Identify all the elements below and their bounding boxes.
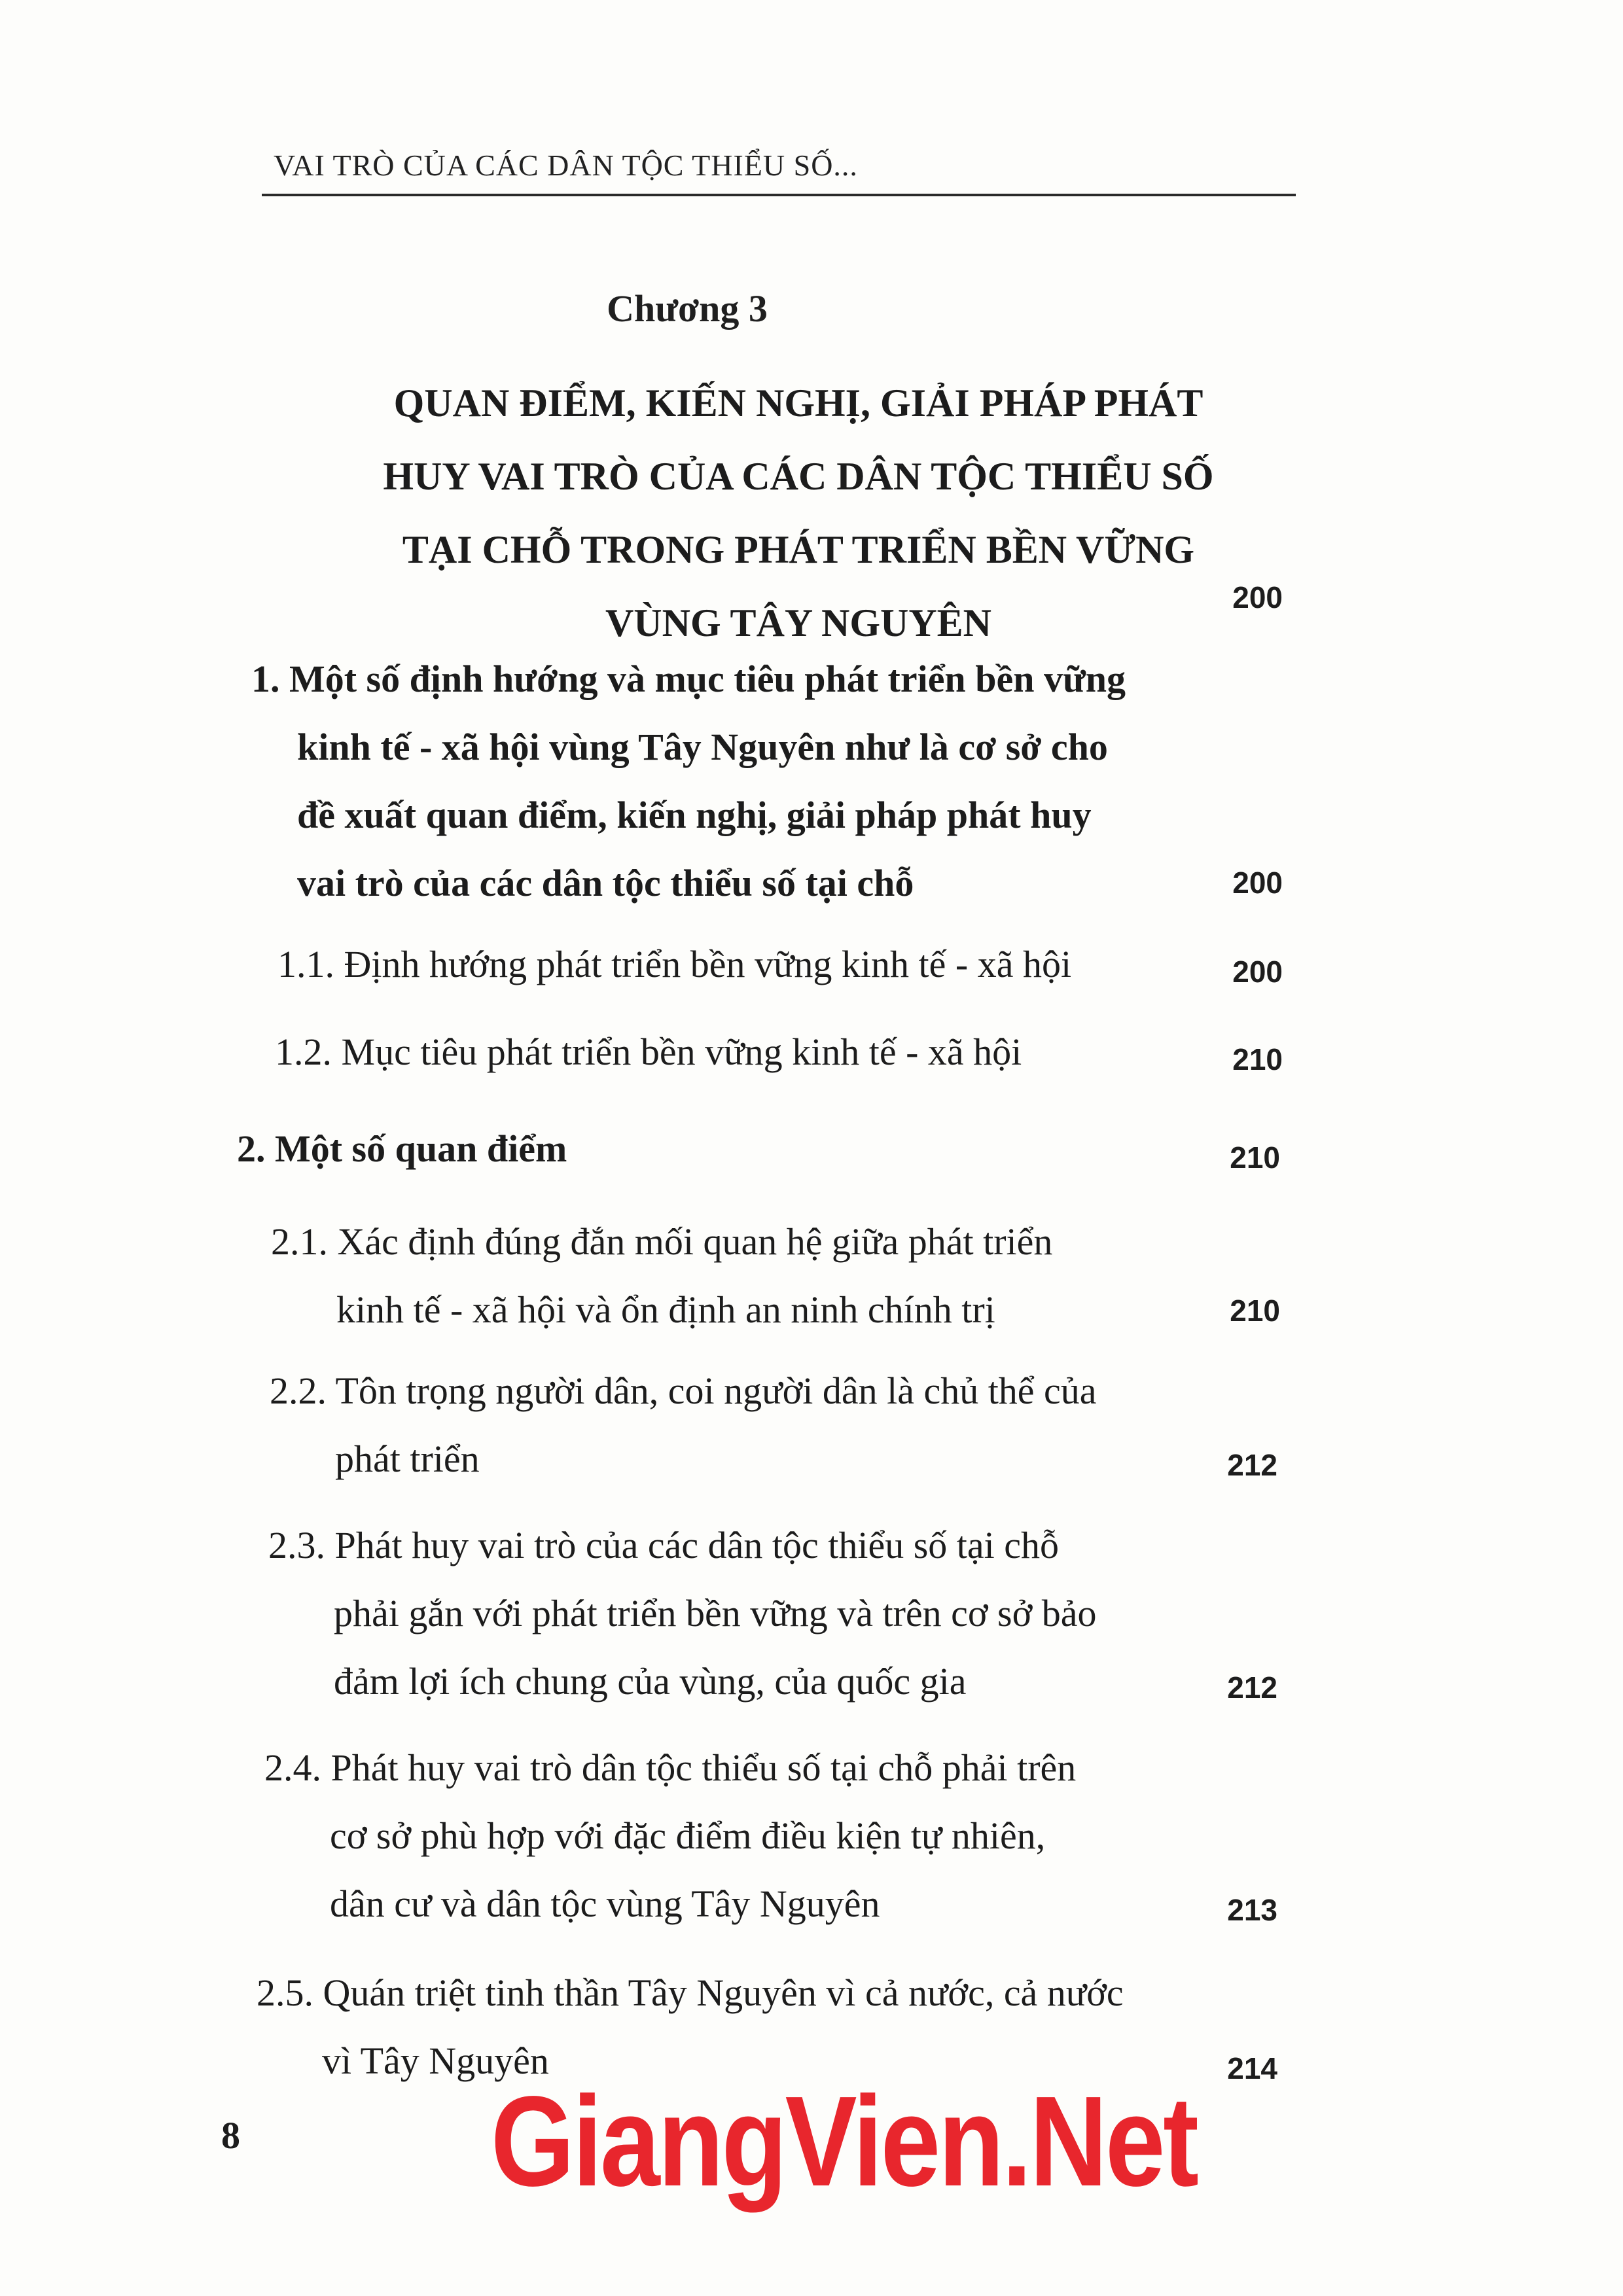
toc-page-number: 212 <box>1227 1670 1277 1704</box>
toc-entry-1-1[interactable] <box>277 930 1071 998</box>
toc-page-number: 210 <box>1230 1140 1280 1174</box>
chapter-title <box>236 366 1361 660</box>
toc-entry-line: dân cư và dân tộc vùng Tây Nguyên <box>330 1882 880 1925</box>
toc-entry-1[interactable] <box>251 645 1126 917</box>
toc-entry-line: 1. Một số định hướng và mục tiêu phát triển bền vững <box>251 658 1126 700</box>
toc-entry-2-4[interactable] <box>264 1734 1076 1938</box>
toc-entry-line: 2.1. Xác định đúng đắn mối quan hệ giữa phát triển <box>271 1220 1053 1263</box>
toc-page-number: 212 <box>1227 1448 1277 1482</box>
toc-page-number: 213 <box>1227 1893 1277 1927</box>
toc-page-number: 214 <box>1227 2051 1277 2085</box>
header-rule <box>262 194 1296 196</box>
toc-entry-2[interactable] <box>237 1115 567 1183</box>
toc-entry-line: 1.1. Định hướng phát triển bền vững kinh tế - xã hội <box>277 943 1072 985</box>
watermark-logo: GiangVien.Net <box>491 2070 1197 2213</box>
toc-entry-line: vì Tây Nguyên <box>322 2040 549 2082</box>
running-header: VAI TRÒ CỦA CÁC DÂN TỘC THIỂU SỐ... <box>274 149 858 182</box>
toc-entry-line: cơ sở phù hợp với đặc điểm điều kiện tự nhiên, <box>330 1814 1046 1857</box>
toc-entry-2-2[interactable] <box>270 1357 1097 1493</box>
toc-entry-2-3[interactable] <box>268 1511 1097 1716</box>
toc-entry-line: kinh tế - xã hội vùng Tây Nguyên như là cơ sở cho <box>297 726 1108 768</box>
chapter-title-line: TẠI CHỖ TRONG PHÁT TRIỂN BỀN VỮNG <box>402 528 1195 571</box>
chapter-title-line: QUAN ĐIỂM, KIẾN NGHỊ, GIẢI PHÁP PHÁT <box>393 381 1204 425</box>
toc-entry-line: 2. Một số quan điểm <box>237 1127 567 1170</box>
toc-page-number: 210 <box>1230 1294 1280 1328</box>
toc-entry-line: 2.2. Tôn trọng người dân, coi người dân là chủ thể của <box>270 1369 1097 1412</box>
toc-page-number: 200 <box>1232 955 1283 989</box>
chapter-label: Chương 3 <box>607 287 768 330</box>
toc-page-number: 200 <box>1232 866 1283 900</box>
toc-entry-line: 2.3. Phát huy vai trò của các dân tộc thiểu số tại chỗ <box>268 1524 1059 1566</box>
toc-entry-line: 1.2. Mục tiêu phát triển bền vững kinh tế - xã hội <box>275 1031 1022 1073</box>
toc-entry-line: kinh tế - xã hội và ổn định an ninh chính trị <box>336 1288 995 1331</box>
footer-page-number: 8 <box>221 2114 240 2157</box>
toc-entry-line: phải gắn với phát triển bền vững và trên cơ sở bảo <box>334 1592 1097 1634</box>
toc-entry-line: 2.5. Quán triệt tinh thần Tây Nguyên vì cả nước, cả nước <box>257 1971 1124 2014</box>
toc-entry-line: vai trò của các dân tộc thiểu số tại chỗ <box>297 862 914 904</box>
toc-entry-line: 2.4. Phát huy vai trò dân tộc thiểu số tại chỗ phải trên <box>264 1746 1077 1789</box>
toc-entry-1-2[interactable] <box>275 1018 1022 1086</box>
chapter-title-line: HUY VAI TRÒ CỦA CÁC DÂN TỘC THIỂU SỐ <box>383 455 1214 498</box>
toc-page-number: 210 <box>1232 1042 1283 1076</box>
toc-entry-line: đề xuất quan điểm, kiến nghị, giải pháp phát huy <box>297 794 1092 836</box>
chapter-title-line: VÙNG TÂY NGUYÊN <box>605 601 992 645</box>
toc-entry-line: phát triển <box>335 1438 480 1480</box>
chapter-page-number: 200 <box>1232 580 1283 614</box>
toc-entry-2-1[interactable] <box>271 1208 1052 1344</box>
toc-entry-line: đảm lợi ích chung của vùng, của quốc gia <box>334 1660 967 1703</box>
